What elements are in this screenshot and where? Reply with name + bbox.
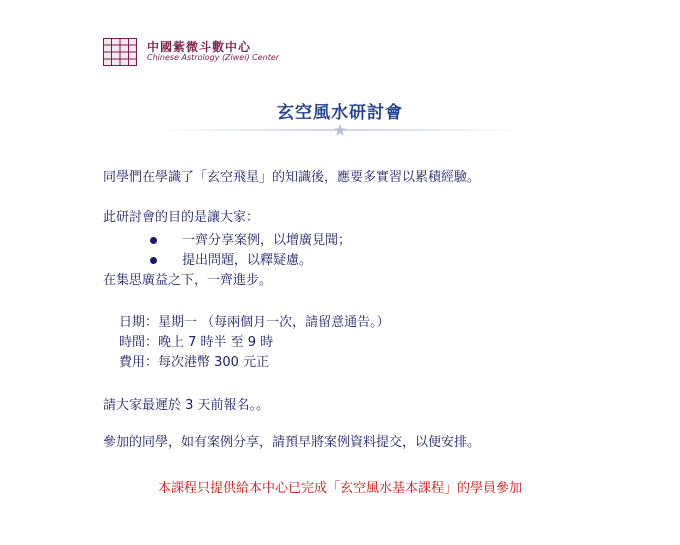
center-logo (103, 38, 303, 68)
date-detail: 日期：星期一 （每兩個月一次，請留意通告。） (119, 315, 390, 330)
registration-note: 請大家最遲於 3 天前報名。。 (103, 398, 270, 413)
purpose-closing: 在集思廣益之下，一齊進步。 (103, 273, 273, 288)
grid-logo-icon (103, 38, 137, 66)
logo-english-name: Chinese Astrology (Ziwei) Center (147, 53, 280, 62)
intro-text: 同學們在學識了「玄空飛星」的知識後，應要多實習以累積經驗。 (103, 170, 481, 185)
time-detail: 時間：晚上 7 時半 至 9 時 (119, 335, 274, 350)
purpose-item: 一齊分享案例，以增廣見聞； (182, 233, 352, 248)
page-title: 玄空風水研討會 (277, 103, 403, 123)
fee-detail: 費用：每次港幣 300 元正 (119, 355, 270, 370)
purpose-item: 提出問題，以釋疑慮。 (182, 253, 313, 268)
purpose-heading: 此研討會的目的是讓大家： (103, 210, 260, 225)
logo-chinese-name: 中國紫微斗數中心 (147, 40, 252, 54)
bullet-icon (150, 237, 157, 244)
star-icon (334, 124, 346, 136)
star-divider (160, 123, 520, 137)
eligibility-notice: 本課程只提供給本中心已完成「玄空風水基本課程」的學員參加 (157, 481, 522, 496)
bullet-icon (150, 257, 157, 264)
sharing-note: 參加的同學，如有案例分享，請預早將案例資料提交，以便安排。 (103, 435, 481, 450)
